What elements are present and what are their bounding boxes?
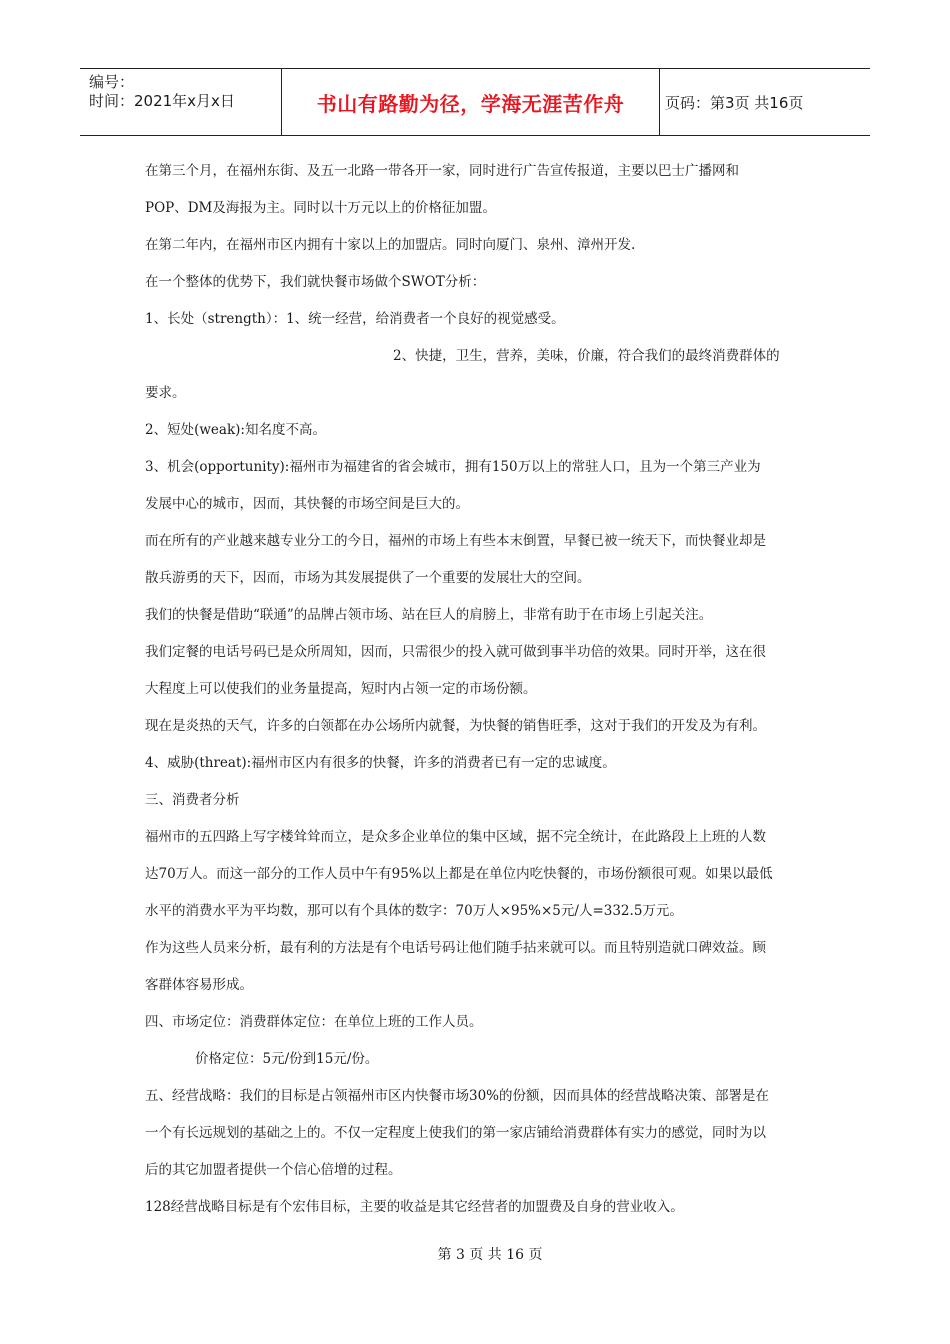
- paragraph-line: 要求。: [145, 385, 186, 401]
- section-heading: 四、市场定位：消费群体定位：在单位上班的工作人员。: [145, 1014, 483, 1030]
- paragraph-line: 我们的快餐是借助“联通”的品牌占领市场、站在巨人的肩膀上，非常有助于在市场上引起关注。: [145, 607, 713, 623]
- header-meta-cell: [80, 69, 282, 135]
- paragraph-line: 达70万人。而这一部分的工作人员中午有95%以上都是在单位内吃快餐的，市场份额很可观。如果以最低: [145, 866, 773, 882]
- paragraph-line: 价格定位：5元/份到15元/份。: [195, 1051, 379, 1067]
- paragraph-line: 水平的消费水平为平均数，那可以有个具体的数字：70万人×95%×5元/人=332.5万元。: [145, 903, 683, 919]
- section-heading: 五、经营战略：我们的目标是占领福州市区内快餐市场30%的份额，因而具体的经营战略决策、部署是在: [145, 1088, 770, 1104]
- header-page-info: 页码：第3页 共16页: [665, 93, 804, 112]
- paragraph-line: 而在所有的产业越来越专业分工的今日，福州的市场上有些本末倒置，早餐已被一统天下，而快餐业却是: [145, 533, 766, 549]
- paragraph-line: 现在是炎热的天气，许多的白领都在办公场所内就餐，为快餐的销售旺季，这对于我们的开发及为有利。: [145, 718, 766, 734]
- document-number-label: 编号：: [89, 73, 135, 91]
- paragraph-line: 在一个整体的优势下，我们就快餐市场做个SWOT分析：: [145, 274, 486, 290]
- section-heading: 三、消费者分析: [145, 792, 240, 808]
- paragraph-line: 128经营战略目标是有个宏伟目标，主要的收益是其它经营者的加盟费及自身的营业收入。: [145, 1199, 684, 1215]
- paragraph-line: POP、DM及海报为主。同时以十万元以上的价格征加盟。: [145, 200, 496, 216]
- paragraph-line: 2、短处(weak):知名度不高。: [145, 422, 326, 438]
- page-footer: 第 3 页 共 16 页: [437, 1247, 543, 1263]
- paragraph-line: 在第二年内，在福州市区内拥有十家以上的加盟店。同时向厦门、泉州、漳州开发.: [145, 237, 636, 253]
- header-motto: 书山有路勤为径，学海无涯苦作舟: [282, 69, 660, 135]
- paragraph-line: 我们定餐的电话号码已是众所周知，因而，只需很少的投入就可做到事半功倍的效果。同时开举，这在很: [145, 644, 766, 660]
- paragraph-line: 大程度上可以使我们的业务量提高，短时内占领一定的市场份额。: [145, 681, 537, 697]
- paragraph-line: 客群体容易形成。: [145, 977, 253, 993]
- paragraph-line: 2、快捷，卫生，营养，美味，价廉，符合我们的最终消费群体的: [393, 348, 780, 364]
- paragraph-line: 一个有长远规划的基础之上的。不仅一定程度上使我们的第一家店铺给消费群体有实力的感觉，同时为以: [145, 1125, 766, 1141]
- paragraph-line: 1、长处（strength）：1、统一经营，给消费者一个良好的视觉感受。: [145, 311, 565, 327]
- paragraph-line: 后的其它加盟者提供一个信心倍增的过程。: [145, 1162, 402, 1178]
- paragraph-line: 4、威胁(threat):福州市区内有很多的快餐，许多的消费者已有一定的忠诚度。: [145, 755, 616, 771]
- paragraph-line: 散兵游勇的天下，因而，市场为其发展提供了一个重要的发展壮大的空间。: [145, 570, 591, 586]
- document-body: [145, 158, 815, 1231]
- paragraph-line: 在第三个月，在福州东街、及五一北路一带各开一家，同时进行广告宣传报道，主要以巴士广播网和: [145, 163, 739, 179]
- paragraph-line: 福州市的五四路上写字楼耸耸而立，是众多企业单位的集中区域，据不完全统计，在此路段上上班的人数: [145, 829, 766, 845]
- paragraph-line: 发展中心的城市，因而，其快餐的市场空间是巨大的。: [145, 496, 469, 512]
- paragraph-line: 作为这些人员来分析，最有利的方法是有个电话号码让他们随手拈来就可以。而且特别造就口碑效益。顾: [145, 940, 766, 956]
- paragraph-line: 3、机会(opportunity):福州市为福建省的省会城市，拥有150万以上的常驻人口，且为一个第三产业为: [145, 459, 761, 475]
- document-time-label: 时间：2021年x月x日: [89, 92, 235, 110]
- page-header: [80, 68, 870, 136]
